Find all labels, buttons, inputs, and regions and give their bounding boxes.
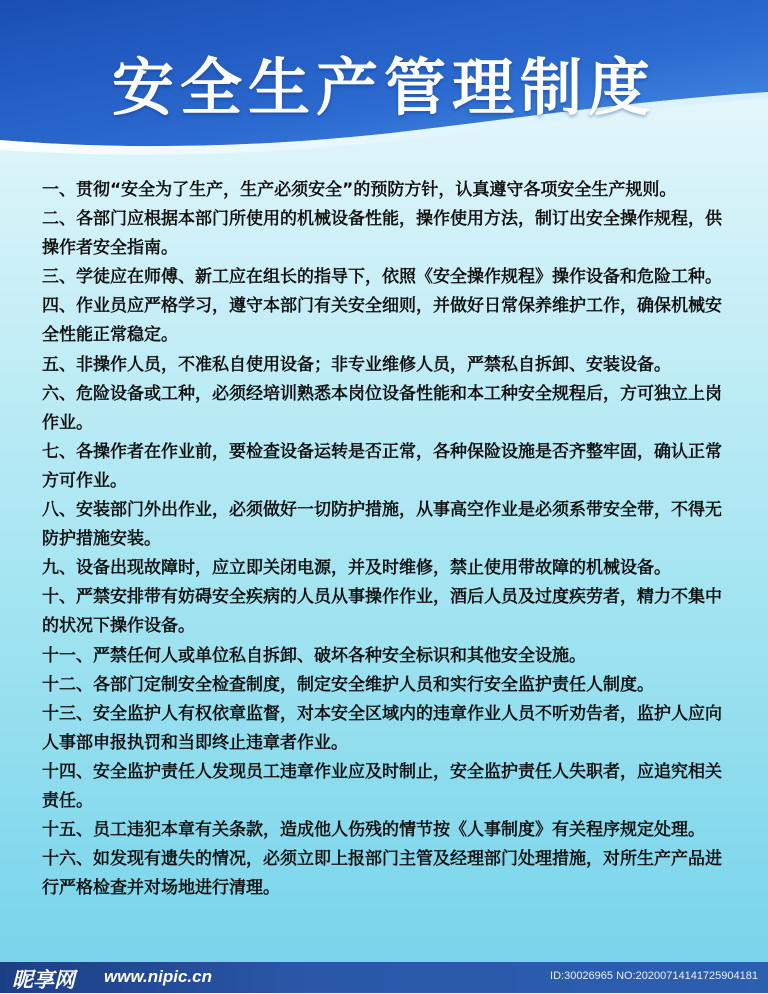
clause-7: 七、各操作者在作业前，要检查设备运转是否正常，各种保险设施是否齐整牢固，确认正常方可作业。 bbox=[42, 441, 722, 491]
image-id-label: ID:30026965 NO:20200714141725904181 bbox=[550, 970, 758, 982]
clause-6: 六、危险设备或工种，必须经培训熟悉本岗位设备性能和本工种安全规程后，方可独立上岗作业。 bbox=[42, 383, 722, 433]
clause-15: 十五、员工违犯本章有关条款，造成他人伤残的情节按《人事制度》有关程序规定处理。 bbox=[42, 820, 705, 841]
clause-1: 一、贯彻“安全为了生产，生产必须安全”的预防方针，认真遵守各项安全生产规则。 bbox=[42, 180, 677, 200]
watermark-bar bbox=[0, 962, 768, 993]
regulation-list bbox=[42, 176, 732, 903]
clause-5: 五、非操作人员，不准私自使用设备；非专业维修人员，严禁私自拆卸、安装设备。 bbox=[42, 354, 671, 375]
clause-3: 三、学徒应在师傅、新工应在组长的指导下，依照《安全操作规程》操作设备和危险工种。 bbox=[42, 267, 722, 288]
clause-11: 十一、严禁任何人或单位私自拆卸、破坏各种安全标识和其他安全设施。 bbox=[42, 645, 586, 666]
clause-4: 四、作业员应严格学习，遵守本部门有关安全细则，并做好日常保养维护工作，确保机械安全性能正常稳定。 bbox=[42, 296, 722, 346]
clause-10: 十、严禁安排带有妨碍安全疾病的人员从事操作作业，酒后人员及过度疾劳者，精力不集中的状况下操作设备。 bbox=[42, 587, 722, 637]
page-title: 安全生产管理制度 bbox=[111, 51, 656, 124]
watermark-logo: 昵享网 bbox=[12, 968, 75, 992]
clause-2: 二、各部门应根据本部门所使用的机械设备性能，操作使用方法，制订出安全操作规程，供操作者安全指南。 bbox=[42, 209, 722, 259]
watermark-site-link[interactable]: www.nipic.cn bbox=[104, 967, 212, 986]
header-banner bbox=[0, 0, 768, 175]
clause-16: 十六、如发现有遗失的情况，必须立即上报部门主管及经理部门处理措施，对所生产产品进行严格检查并对场地进行清理。 bbox=[42, 849, 722, 899]
clause-8: 八、安装部门外出作业，必须做好一切防护措施，从事高空作业是必须系带安全带，不得无防护措施安装。 bbox=[42, 500, 722, 550]
clause-9: 九、设备出现故障时，应立即关闭电源，并及时维修，禁止使用带故障的机械设备。 bbox=[42, 558, 671, 579]
clause-12: 十二、各部门定制安全检查制度，制定安全维护人员和实行安全监护责任人制度。 bbox=[42, 674, 654, 695]
clause-13: 十三、安全监护人有权依章监督，对本安全区域内的违章作业人员不听劝告者，监护人应向人事部申报执罚和当即终止违章者作业。 bbox=[42, 703, 722, 753]
clause-14: 十四、安全监护责任人发现员工违章作业应及时制止，安全监护责任人失职者，应追究相关责任。 bbox=[42, 761, 722, 811]
